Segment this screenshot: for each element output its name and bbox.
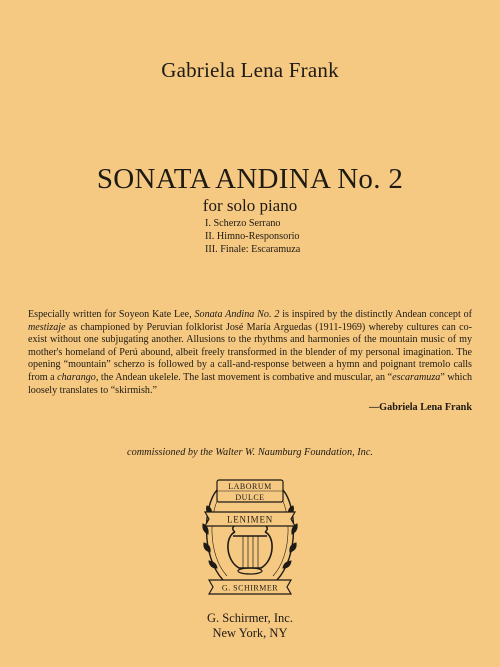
emblem-banner-text: LABORUM: [228, 482, 272, 491]
commission-credit: commissioned by the Walter W. Naumburg Foundation, Inc.: [127, 447, 373, 458]
emblem-banner-text: LENIMEN: [226, 514, 274, 525]
composer-name: Gabriela Lena Frank: [161, 58, 339, 82]
instrumentation: for solo piano: [202, 196, 298, 215]
publisher-imprint: [0, 611, 500, 641]
program-note-text: ” which loosely translates to “skirmish.”: [28, 371, 473, 396]
emblem-banner-text: G. SCHIRMER: [221, 583, 279, 593]
note-signature: —Gabriela Lena Frank: [368, 402, 472, 413]
program-note-work-title: Sonata Andina No. 2: [194, 309, 280, 320]
program-note-text: , the Andean ukelele. The last movement is combative and muscular, an “: [95, 371, 393, 383]
work-title: SONATA ANDINA No. 2: [96, 163, 404, 195]
program-note-term: charango: [57, 371, 96, 383]
publisher-location: New York, NY: [212, 626, 288, 640]
program-note-text: Especially written for Soyeon Kate Lee,: [28, 309, 195, 320]
program-note-term: mestizaje: [28, 321, 66, 333]
movement-item: II. Himno-Responsorio: [205, 231, 300, 242]
schirmer-lyre-emblem-icon: [195, 476, 305, 604]
publisher-name: G. Schirmer, Inc.: [207, 611, 293, 625]
program-note-text: is inspired by the distinctly Andean concept of: [279, 309, 473, 320]
program-note-term: escaramuza: [392, 371, 441, 383]
movement-item: III. Finale: Escaramuza: [205, 244, 301, 255]
program-note: [28, 309, 472, 397]
program-note-text: as championed by Peruvian folklorist José María Arguedas (1911-1969) whereby cultures can co-exist without one subjugating another. Allusions to the rhythms and harmonies of the mountain music of my mother's homeland of Perú abound, albeit freely transformed in the blender of my personal imagination. The opening “mountain” scherzo is followed by a call-and-response between a hymn and poignant tremolo calls from a: [28, 321, 472, 383]
movement-list: [205, 217, 300, 256]
movement-item: I. Scherzo Serrano: [205, 218, 281, 229]
emblem-banner-text: DULCE: [235, 493, 265, 502]
